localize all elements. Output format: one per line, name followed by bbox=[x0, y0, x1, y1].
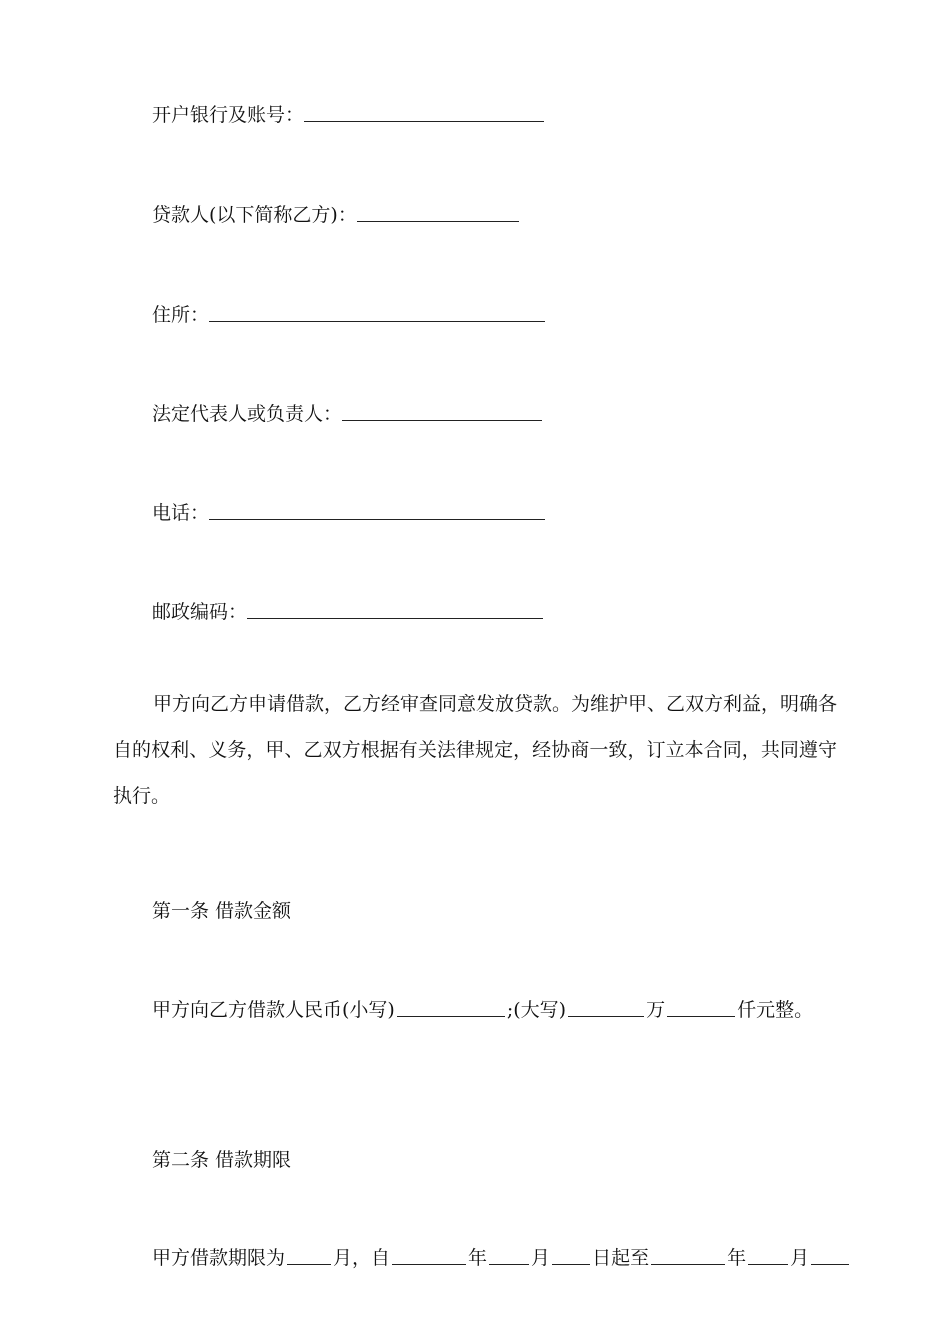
bank-account-label: 开户银行及账号： bbox=[152, 104, 305, 126]
bank-account-blank bbox=[304, 107, 544, 122]
bank-account-field bbox=[152, 106, 544, 125]
article-2-heading: 第二条 借款期限 bbox=[152, 1149, 292, 1171]
article-2-text: 月 bbox=[790, 1247, 810, 1269]
article-2-text: 年 bbox=[727, 1247, 747, 1269]
article-2-term-line bbox=[152, 1249, 851, 1268]
start-day-blank bbox=[552, 1250, 590, 1265]
intro-paragraph: 甲方向乙方申请借款，乙方经审查同意发放贷款。为维护甲、乙双方利益，明确各自的权利、义务，甲、乙双方根据有关法律规定，经协商一致，订立本合同，共同遵守执行。 bbox=[113, 693, 838, 807]
postcode-label: 邮政编码： bbox=[152, 601, 248, 623]
legal-rep-field bbox=[152, 405, 542, 424]
end-day-blank bbox=[811, 1250, 849, 1265]
address-field bbox=[152, 306, 545, 325]
address-label: 住所： bbox=[152, 304, 210, 326]
article-2-text: 日起至 bbox=[592, 1247, 650, 1269]
phone-label: 电话： bbox=[152, 502, 210, 524]
borrower-label: 贷款人(以下简称乙方)： bbox=[152, 204, 357, 226]
article-2-text: 年 bbox=[468, 1247, 488, 1269]
amount-wan-blank bbox=[568, 1002, 644, 1017]
amount-lowercase-blank bbox=[397, 1002, 505, 1017]
phone-field bbox=[152, 504, 545, 523]
article-1-text: 万 bbox=[646, 999, 666, 1021]
article-1-text: 甲方向乙方借款人民币(小写) bbox=[152, 999, 395, 1021]
article-1-heading: 第一条 借款金额 bbox=[152, 900, 292, 922]
article-1-amount-line bbox=[152, 1001, 813, 1020]
start-year-blank bbox=[392, 1250, 466, 1265]
term-months-blank bbox=[287, 1250, 331, 1265]
article-2-text: 月，自 bbox=[333, 1247, 391, 1269]
end-year-blank bbox=[651, 1250, 725, 1265]
phone-blank bbox=[209, 505, 545, 520]
start-month-blank bbox=[489, 1250, 529, 1265]
postcode-blank bbox=[247, 604, 543, 619]
borrower-blank bbox=[357, 207, 519, 222]
postcode-field bbox=[152, 603, 543, 622]
legal-rep-blank bbox=[342, 406, 542, 421]
article-1-text: 仟元整。 bbox=[737, 999, 814, 1021]
article-2-text: 甲方借款期限为 bbox=[152, 1247, 286, 1269]
amount-qian-blank bbox=[667, 1002, 735, 1017]
address-blank bbox=[209, 307, 545, 322]
borrower-field bbox=[152, 206, 519, 225]
legal-rep-label: 法定代表人或负责人： bbox=[152, 403, 343, 425]
article-1-text: ;(大写) bbox=[506, 999, 567, 1021]
end-month-blank bbox=[748, 1250, 788, 1265]
article-2-text: 月 bbox=[531, 1247, 551, 1269]
